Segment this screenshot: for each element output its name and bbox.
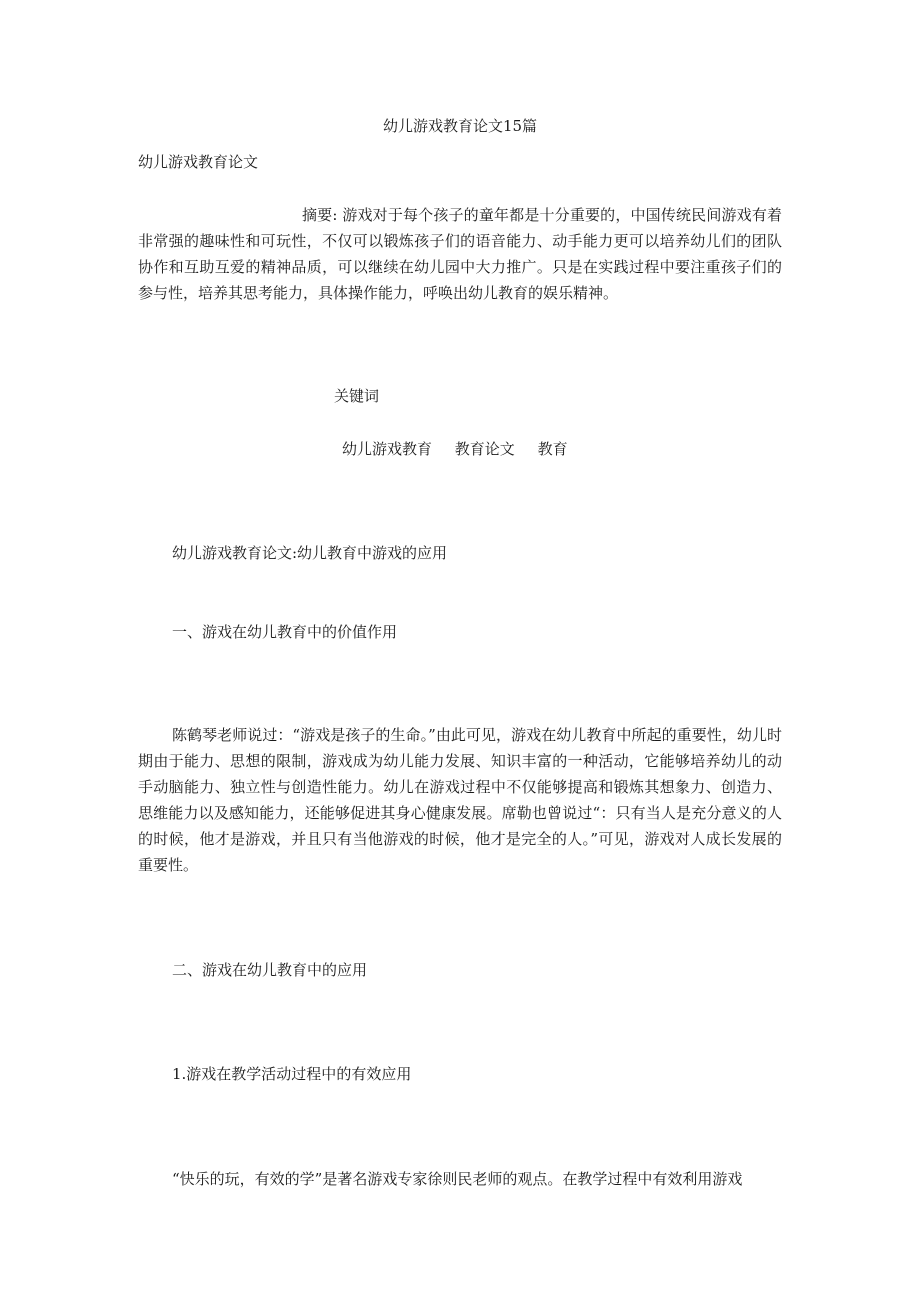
heading-application: 二、游戏在幼儿教育中的应用 bbox=[172, 961, 368, 979]
abstract-paragraph bbox=[138, 202, 782, 306]
heading-value-role: 一、游戏在幼儿教育中的价值作用 bbox=[172, 623, 398, 641]
subheading-teaching-activity: 1.游戏在教学活动过程中的有效应用 bbox=[172, 1065, 412, 1083]
keyword-item: 幼儿游戏教育 bbox=[342, 440, 433, 458]
body-paragraph-text: 陈鹤琴老师说过：“游戏是孩子的生命。”由此可见，游戏在幼儿教育中所起的重要性，幼儿时期由于能力、思想的限制，游戏成为幼儿能力发展、知识丰富的一种活动，它能够培养幼儿的动手动脑能力、独立性与创造性能力。幼儿在游戏过程中不仅能够提高和锻炼其想象力、创造力、思维能力以及感知能力，还能够促进其身心健康发展。席勒也曾说过“：只有当人是充分意义的人的时候，他才是游戏，并且只有当他游戏的时候，他才是完全的人。”可见，游戏对人成长发展的重要性。 bbox=[138, 726, 782, 874]
document-title: 幼儿游戏教育论文15篇 bbox=[382, 117, 538, 135]
keyword-item: 教育 bbox=[537, 440, 568, 458]
body-paragraph-truncated bbox=[172, 1166, 782, 1192]
body-paragraph-text: “快乐的玩，有效的学”是著名游戏专家徐则民老师的观点。在教学过程中有效利用游戏 bbox=[172, 1170, 743, 1188]
body-paragraph bbox=[138, 722, 782, 878]
section-title: 幼儿游戏教育论文:幼儿教育中游戏的应用 bbox=[172, 544, 448, 562]
keywords-list bbox=[342, 439, 568, 460]
keyword-item: 教育论文 bbox=[454, 440, 515, 458]
abstract-text: 摘要: 游戏对于每个孩子的童年都是十分重要的，中国传统民间游戏有着非常强的趣味性和可玩性，不仅可以锻炼孩子们的语音能力、动手能力更可以培养幼儿们的团队协作和互助互爱的精神品质，可以继续在幼儿园中大力推广。只是在实践过程中要注重孩子们的参与性，培养其思考能力，具体操作能力，呼唤出幼儿教育的娱乐精神。 bbox=[138, 206, 782, 302]
keywords-label: 关键词 bbox=[334, 387, 380, 405]
document-subtitle: 幼儿游戏教育论文 bbox=[138, 153, 259, 171]
